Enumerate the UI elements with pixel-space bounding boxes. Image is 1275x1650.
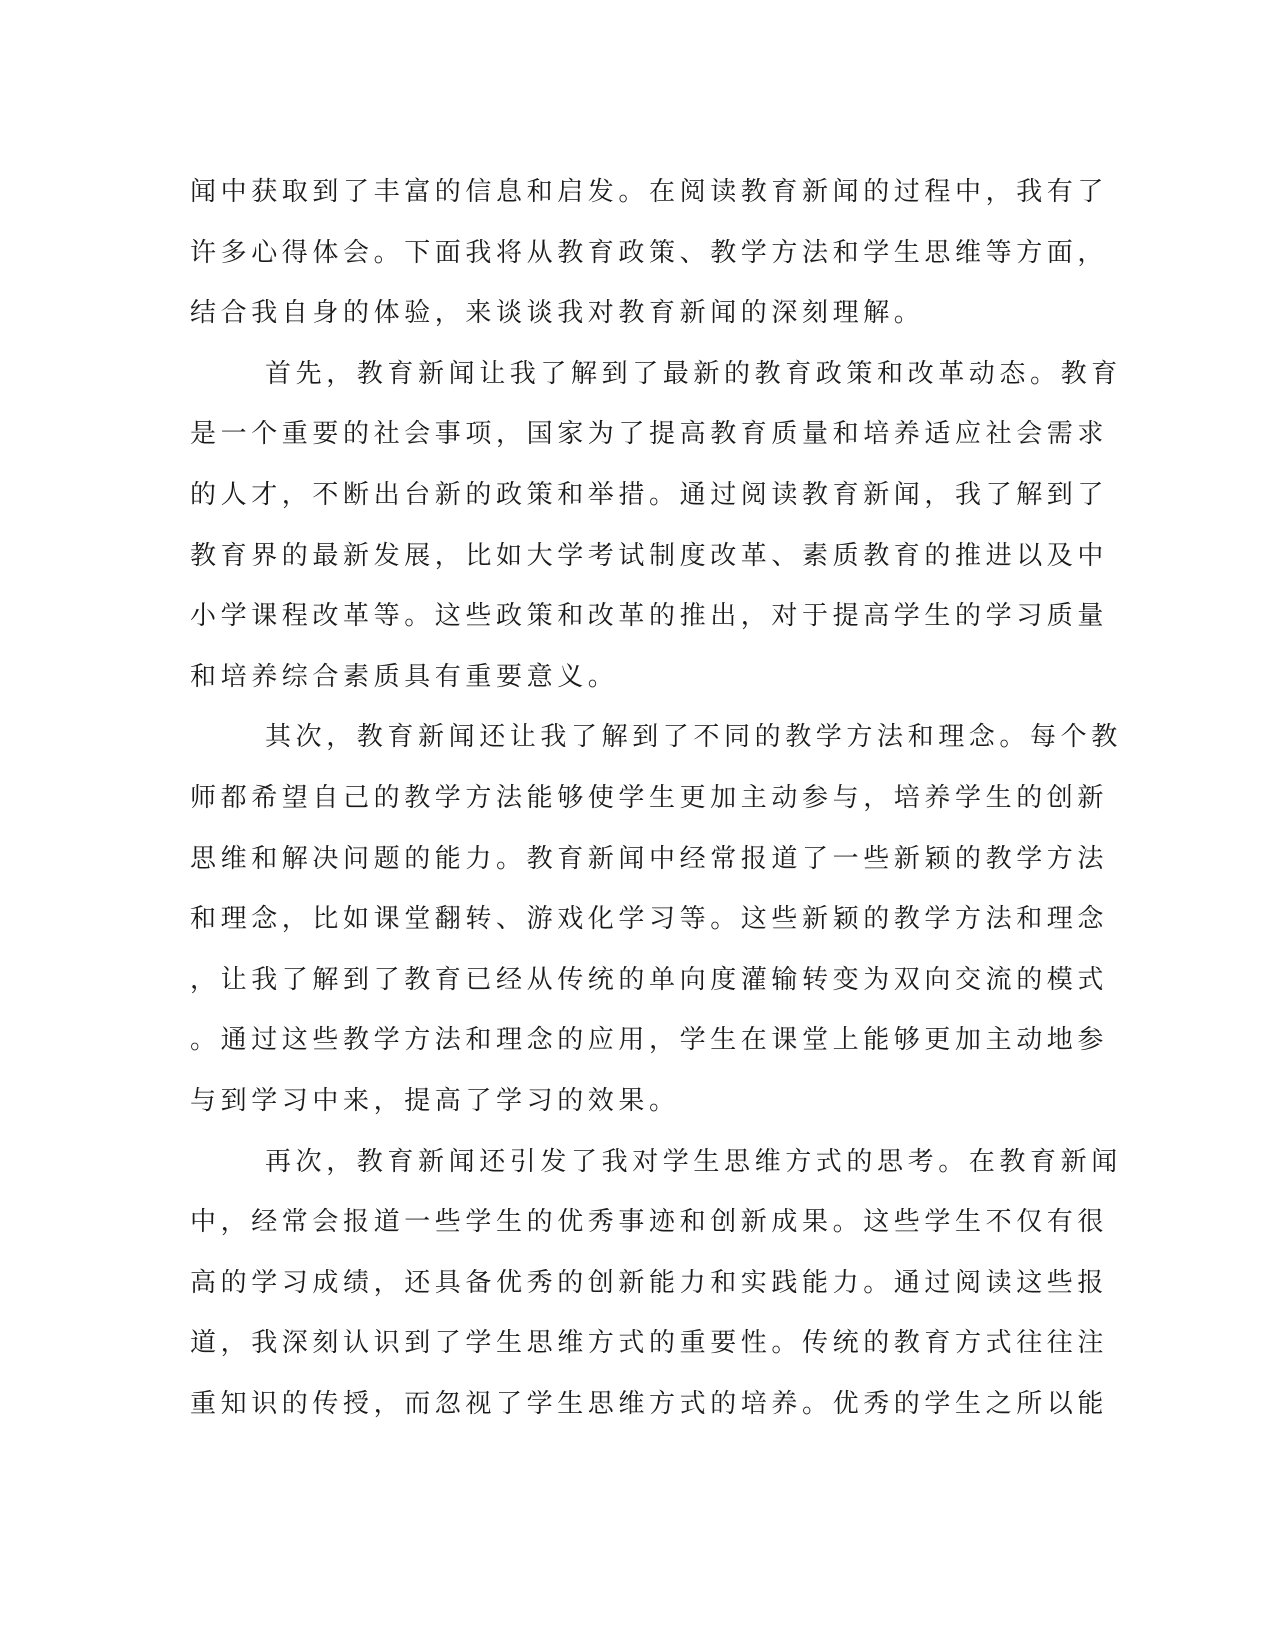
paragraph-line: 许多心得体会。下面我将从教育政策、教学方法和学生思维等方面， [190,237,1109,268]
paragraph-line: 结合我自身的体验，来谈谈我对教育新闻的深刻理解。 [190,298,925,329]
paragraph-line: 。通过这些教学方法和理念的应用，学生在课堂上能够更加主动地参 [190,1025,1109,1056]
paragraph-line: 和培养综合素质具有重要意义。 [190,661,619,692]
document-body [190,162,1122,1434]
paragraph-line: 是一个重要的社会事项，国家为了提高教育质量和培养适应社会需求 [190,419,1109,450]
paragraph-line: 的人才，不断出台新的政策和举措。通过阅读教育新闻，我了解到了 [190,479,1109,510]
paragraph-line: 与到学习中来，提高了学习的效果。 [190,1085,680,1116]
paragraph-line: 思维和解决问题的能力。教育新闻中经常报道了一些新颖的教学方法 [190,843,1109,874]
paragraph-3 [190,707,1122,1131]
paragraph-4 [190,1132,1122,1435]
paragraph-2 [190,344,1122,708]
paragraph-line: ，让我了解到了教育已经从传统的单向度灌输转变为双向交流的模式 [190,964,1109,995]
paragraph-line: 高的学习成绩，还具备优秀的创新能力和实践能力。通过阅读这些报 [190,1267,1109,1298]
paragraph-line: 其次，教育新闻还让我了解到了不同的教学方法和理念。每个教 [265,722,1122,753]
paragraph-line: 小学课程改革等。这些政策和改革的推出，对于提高学生的学习质量 [190,601,1109,632]
paragraph-line: 道，我深刻认识到了学生思维方式的重要性。传统的教育方式往往注 [190,1328,1109,1359]
paragraph-line: 再次，教育新闻还引发了我对学生思维方式的思考。在教育新闻 [265,1146,1122,1177]
paragraph-line: 教育界的最新发展，比如大学考试制度改革、素质教育的推进以及中 [190,540,1109,571]
paragraph-line: 中，经常会报道一些学生的优秀事迹和创新成果。这些学生不仅有很 [190,1207,1109,1238]
paragraph-line: 和理念，比如课堂翻转、游戏化学习等。这些新颖的教学方法和理念 [190,904,1109,935]
paragraph-line: 闻中获取到了丰富的信息和启发。在阅读教育新闻的过程中，我有了 [190,177,1109,207]
paragraph-line: 重知识的传授，而忽视了学生思维方式的培养。优秀的学生之所以能 [190,1388,1109,1419]
paragraph-line: 师都希望自己的教学方法能够使学生更加主动参与，培养学生的创新 [190,782,1109,813]
paragraph-line: 首先，教育新闻让我了解到了最新的教育政策和改革动态。教育 [265,358,1122,389]
paragraph-1 [190,162,1109,344]
